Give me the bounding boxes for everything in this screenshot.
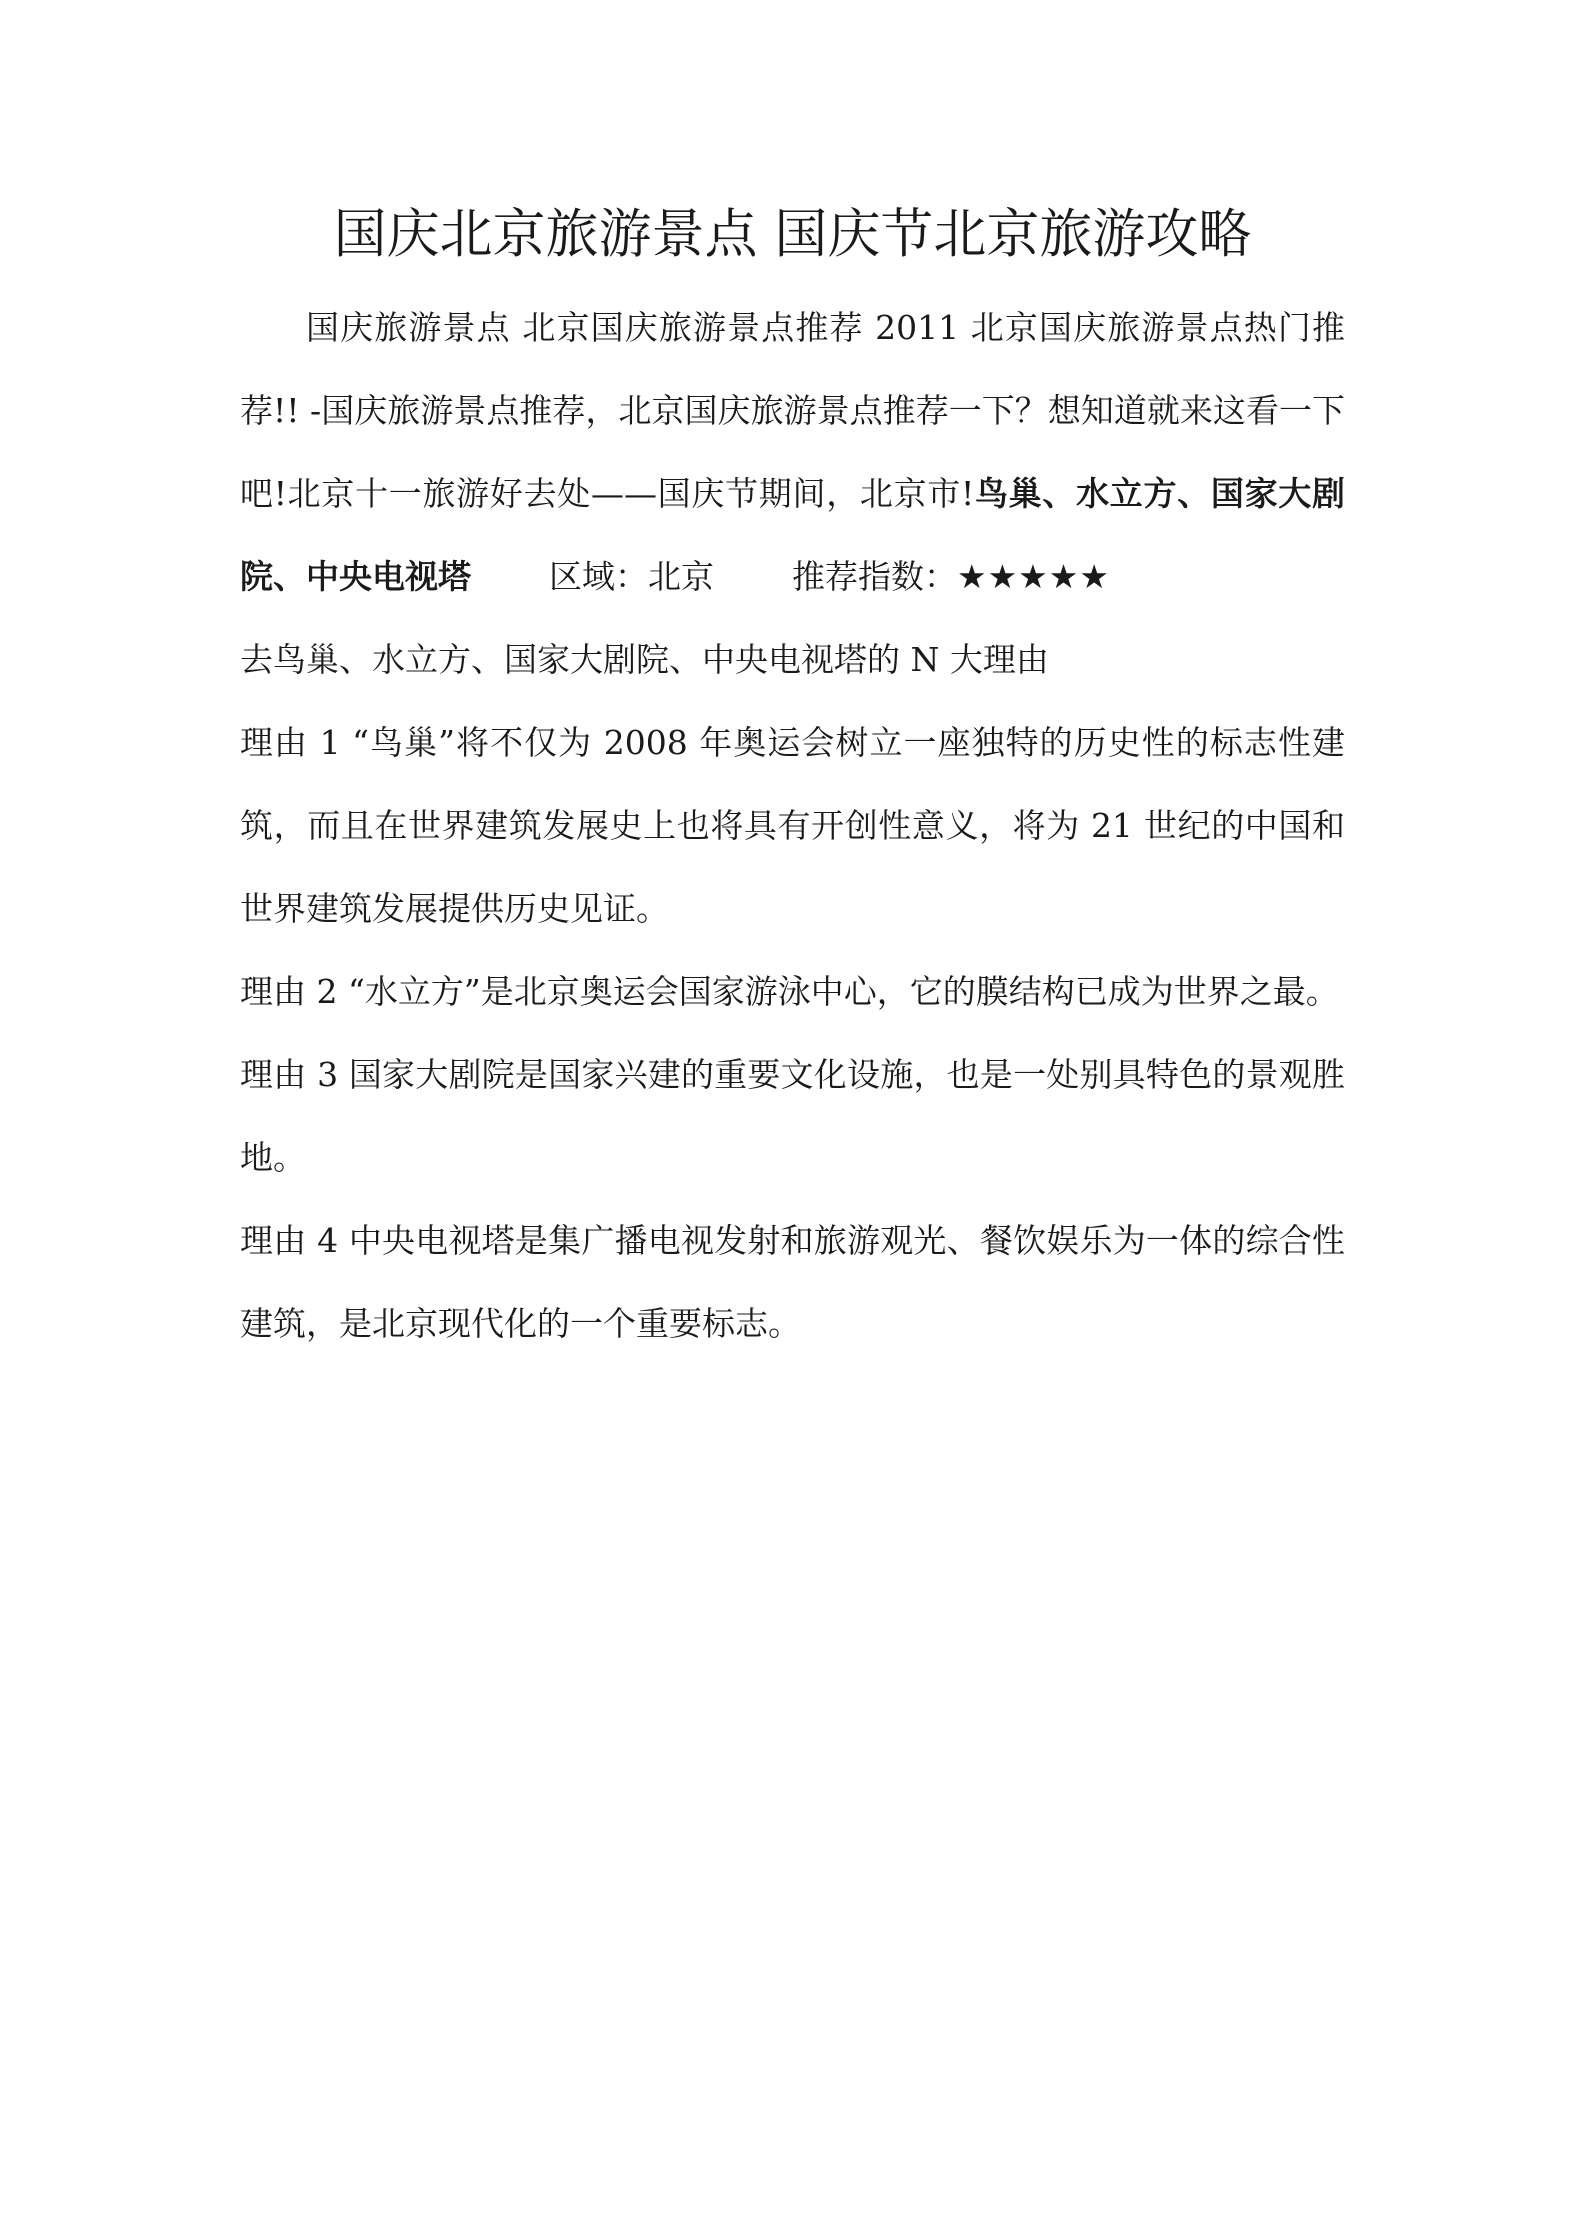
rating-label: 推荐指数：	[792, 557, 957, 596]
sights-list: 鸟巢、水立方、国家大剧院、中央电视塔	[240, 474, 1346, 596]
document-body	[240, 286, 1345, 1365]
reason-paragraph: 理由 1 “鸟巢”将不仅为 2008 年奥运会树立一座独特的历史性的标志性建筑，而且在世界建筑发展史上也将具有开创性意义，将为 21 世纪的中国和世界建筑发展提供历史见证。	[240, 723, 1345, 928]
intro-paragraph	[240, 286, 1345, 618]
reason-paragraph: 理由 3 国家大剧院是国家兴建的重要文化设施，也是一处别具特色的景观胜地。	[240, 1055, 1345, 1177]
region-text: 区域：北京	[549, 557, 714, 596]
rating-stars: ★★★★★	[957, 557, 1110, 596]
reason-paragraph: 理由 2 “水立方”是北京奥运会国家游泳中心，它的膜结构已成为世界之最。	[240, 972, 1339, 1011]
page-title: 国庆北京旅游景点 国庆节北京旅游攻略	[333, 204, 1252, 265]
reasons-heading: 去鸟巢、水立方、国家大剧院、中央电视塔的 N 大理由	[240, 640, 1049, 679]
reason-paragraph: 理由 4 中央电视塔是集广播电视发射和旅游观光、餐饮娱乐为一体的综合性建筑，是北京现代化的一个重要标志。	[240, 1221, 1345, 1343]
intro-text: 国庆旅游景点 北京国庆旅游景点推荐 2011 北京国庆旅游景点热门推荐!! -国庆旅游景点推荐，北京国庆旅游景点推荐一下？想知道就来这看一下吧!北京十一旅游好去处——国庆节期间，北京市!	[240, 308, 1345, 513]
